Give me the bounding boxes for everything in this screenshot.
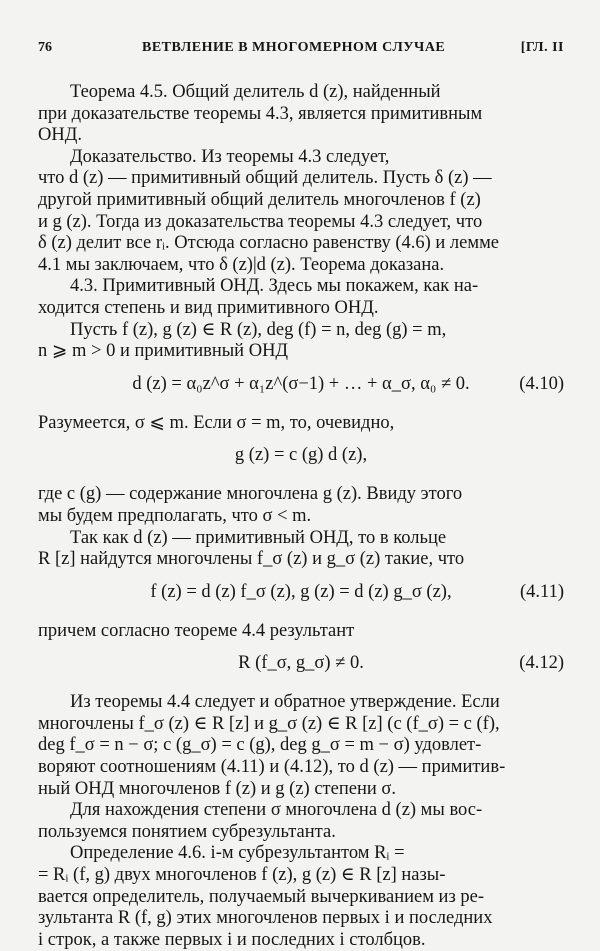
text-line: Разумеется, σ ⩽ m. Если σ = m, то, очевидно, xyxy=(38,412,395,433)
equation-formula: f (z) = d (z) f_σ (z), g (z) = d (z) g_σ (z), xyxy=(150,581,452,602)
text-line: зультанта R (f, g) этих многочленов первых i и последних xyxy=(38,908,493,929)
equation-4-12 xyxy=(38,653,564,679)
chapter-label: [ГЛ. II xyxy=(520,40,564,55)
text-line: другой примитивный общий делитель многочленов f (z) xyxy=(38,189,481,210)
text-line: R [z] найдутся многочлены f_σ (z) и g_σ (z) такие, что xyxy=(38,549,465,570)
equation-4-11 xyxy=(38,582,564,608)
text-line: что d (z) — примитивный общий делитель. Пусть δ (z) — xyxy=(38,168,492,189)
text-line: Из теоремы 4.4 следует и обратное утверждение. Если xyxy=(70,692,500,713)
equation-formula: d (z) = α₀z^σ + α₁z^(σ−1) + … + α_σ, α₀ ≠ 0. xyxy=(132,373,470,394)
text-line: ный ОНД многочленов f (z) и g (z) степени σ. xyxy=(38,778,396,799)
section-heading-line: 4.3. Примитивный ОНД. Здесь мы покажем, как на- xyxy=(70,276,479,297)
equation-number: (4.10) xyxy=(519,373,564,394)
text-line: ОНД. xyxy=(38,125,82,146)
text-line: ходится степень и вид примитивного ОНД. xyxy=(38,297,379,318)
text-line: i строк, а также первых i и последних i столбцов. xyxy=(38,929,426,950)
text-line: Пусть f (z), g (z) ∈ R (z), deg (f) = n, deg (g) = m, xyxy=(70,319,447,340)
equation-number: (4.12) xyxy=(519,653,564,674)
text-line: n ⩾ m > 0 и примитивный ОНД xyxy=(38,341,289,362)
text-line: где c (g) — содержание многочлена g (z). Ввиду этого xyxy=(38,484,463,505)
text-line: δ (z) делит все rᵢ. Отсюда согласно равенству (4.6) и лемме xyxy=(38,233,499,254)
text-line: = Rᵢ (f, g) двух многочленов f (z), g (z) ∈ R [z] назы- xyxy=(38,865,446,886)
text-line: Для нахождения степени σ многочлена d (z) мы вос- xyxy=(70,800,483,821)
text-line: вается определитель, получаемый вычеркиванием из ре- xyxy=(38,886,485,907)
equation-number: (4.11) xyxy=(519,581,564,602)
running-title: ВЕТВЛЕНИЕ В МНОГОМЕРНОМ СЛУЧАЕ xyxy=(142,40,446,55)
page-body xyxy=(38,82,564,951)
equation-formula: R (f_σ, g_σ) ≠ 0. xyxy=(238,653,364,674)
equation-4-10 xyxy=(38,374,564,400)
equation-formula: g (z) = c (g) d (z), xyxy=(234,445,368,466)
text-line: пользуемся понятием субрезультанта. xyxy=(38,821,336,842)
text-line: многочлены f_σ (z) ∈ R [z] и g_σ (z) ∈ R [z] (c (f_σ) = c (f), xyxy=(38,713,500,734)
text-line: 4.1 мы заключаем, что δ (z)|d (z). Теорема доказана. xyxy=(38,254,445,275)
text-line: причем согласно теореме 4.4 результант xyxy=(38,620,355,641)
text-line: мы будем предполагать, что σ < m. xyxy=(38,505,312,526)
text-line: воряют соотношениям (4.11) и (4.12), то d (z) — примитив- xyxy=(38,757,506,778)
definition-line: Определение 4.6. i-м субрезультантом Rᵢ = xyxy=(70,843,405,864)
text-line: Теорема 4.5. Общий делитель d (z), найденный xyxy=(70,82,441,102)
text-line: при доказательстве теоремы 4.3, является примитивным xyxy=(38,103,483,124)
text-line: deg f_σ = n − σ; c (g_σ) = c (g), deg g_σ = m − σ) удовлет- xyxy=(38,735,482,756)
text-line: Доказательство. Из теоремы 4.3 следует, xyxy=(70,146,390,167)
text-line: и g (z). Тогда из доказательства теоремы 4.3 следует, что xyxy=(38,211,483,232)
equation-unnumbered xyxy=(38,445,564,471)
page-number: 76 xyxy=(38,40,52,55)
text-line: Так как d (z) — примитивный ОНД, то в кольце xyxy=(70,527,447,548)
running-header xyxy=(38,40,564,62)
